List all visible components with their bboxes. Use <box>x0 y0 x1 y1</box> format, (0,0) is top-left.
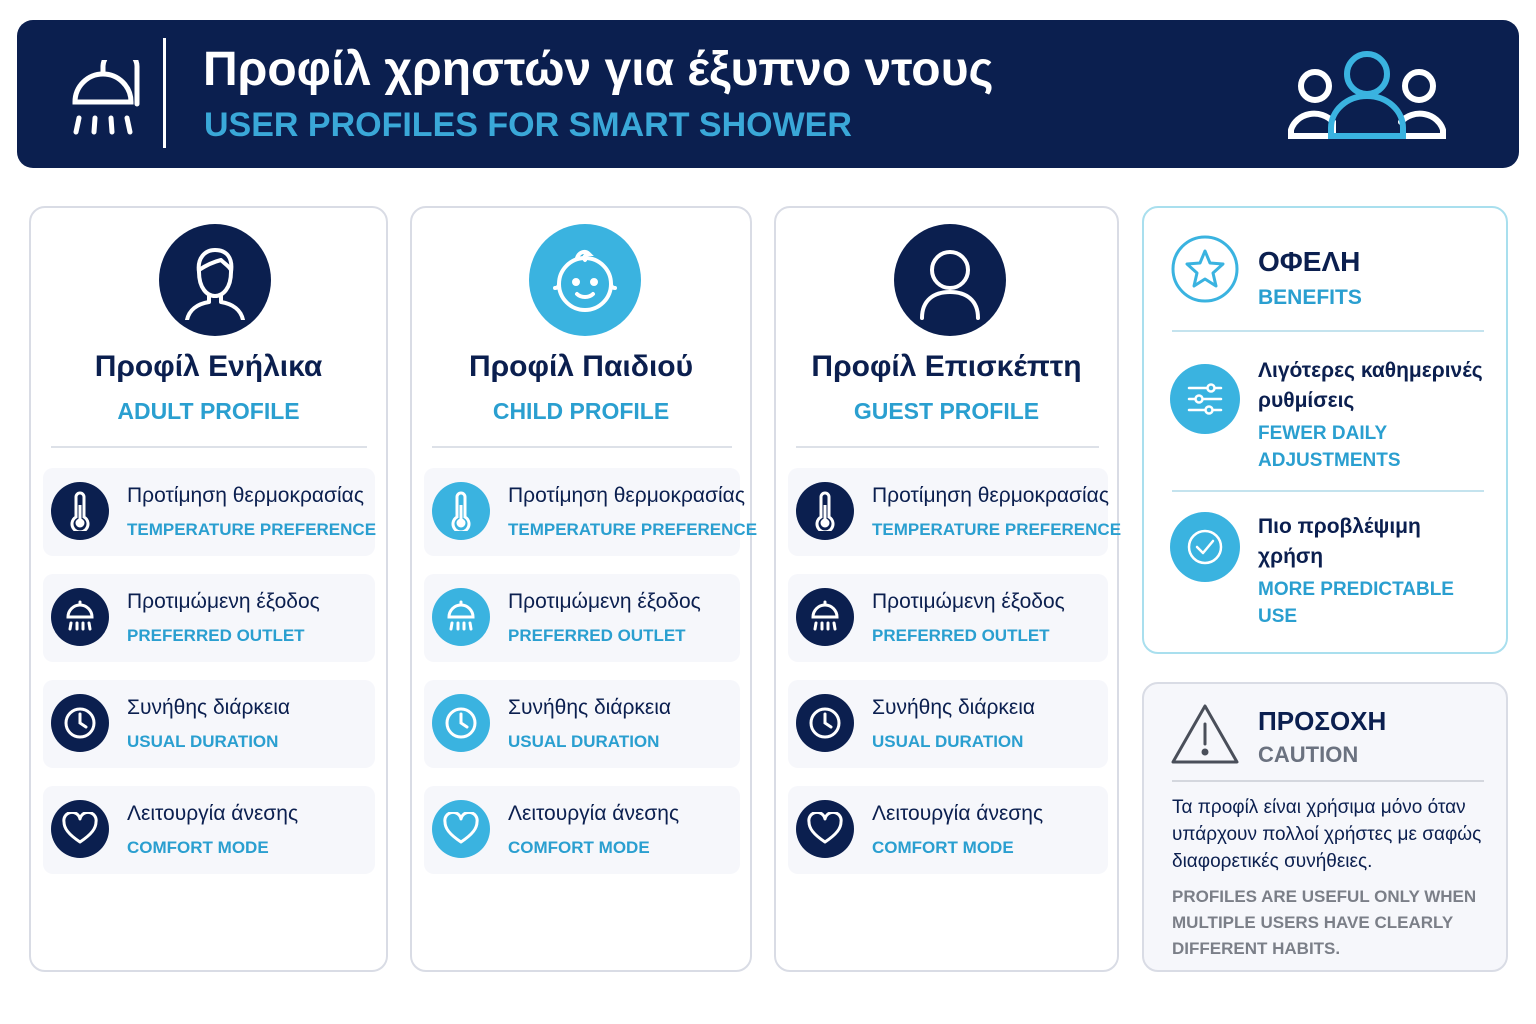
feature-duration <box>424 680 740 768</box>
profile-subtitle: ADULT PROFILE <box>117 398 300 424</box>
feature-label-en: USUAL DURATION <box>127 732 279 751</box>
feature-temperature <box>788 468 1122 556</box>
heart-icon <box>796 800 854 858</box>
profile-divider <box>51 446 367 448</box>
benefits-subtitle: BENEFITS <box>1258 286 1362 309</box>
feature-duration <box>43 680 375 768</box>
guest-avatar-icon <box>894 224 1006 336</box>
feature-outlet <box>788 574 1108 662</box>
feature-label-en: TEMPERATURE PREFERENCE <box>508 520 758 539</box>
shower-head-icon <box>51 588 109 646</box>
shower-head-icon <box>67 60 147 160</box>
profile-subtitle: CHILD PROFILE <box>492 398 670 424</box>
caution-subtitle: CAUTION <box>1258 742 1359 767</box>
feature-label: Λειτουργία άνεσης <box>872 802 1044 825</box>
page-title: Προφίλ χρηστών για έξυπνο ντους <box>203 43 994 96</box>
feature-label: Συνήθης διάρκεια <box>872 696 1036 719</box>
feature-label-en: COMFORT MODE <box>127 838 269 857</box>
clock-icon <box>796 694 854 752</box>
page-subtitle: USER PROFILES FOR SMART SHOWER <box>204 106 852 144</box>
child-avatar-icon <box>529 224 641 336</box>
check-circle-icon <box>1170 512 1240 582</box>
profile-divider <box>796 446 1099 448</box>
feature-duration <box>788 680 1108 768</box>
caution-title: ΠΡΟΣΟΧΗ <box>1258 706 1387 736</box>
caution-text: Τα προφίλ είναι χρήσιμα μόνο όταν υπάρχουν πολλοί χρήστες με σαφώς διαφορετικές συνήθειες. <box>1172 797 1482 872</box>
feature-label-en: TEMPERATURE PREFERENCE <box>872 520 1122 539</box>
benefit-label-en: FEWER DAILY ADJUSTMENTS <box>1258 423 1401 471</box>
profile-title: Προφίλ Επισκέπτη <box>811 350 1082 383</box>
feature-label: Προτιμώμενη έξοδος <box>872 590 1065 613</box>
shower-head-icon <box>796 588 854 646</box>
clock-icon <box>432 694 490 752</box>
feature-temperature <box>43 468 375 556</box>
benefits-divider <box>1172 490 1484 492</box>
feature-label-en: PREFERRED OUTLET <box>872 626 1050 645</box>
feature-label-en: USUAL DURATION <box>872 732 1024 751</box>
feature-comfort <box>43 786 375 874</box>
feature-label-en: USUAL DURATION <box>508 732 660 751</box>
adult-avatar-icon <box>159 224 271 336</box>
caution-divider <box>1172 780 1484 782</box>
profile-card-guest <box>774 206 1122 972</box>
thermometer-icon <box>51 482 109 540</box>
feature-comfort <box>424 786 740 874</box>
thermometer-icon <box>796 482 854 540</box>
profile-title: Προφίλ Παιδιού <box>468 350 694 383</box>
profile-card-adult <box>29 206 388 972</box>
feature-outlet <box>43 574 375 662</box>
feature-label-en: COMFORT MODE <box>508 838 650 857</box>
feature-label: Προτίμηση θερμοκρασίας <box>508 484 745 507</box>
feature-label-en: PREFERRED OUTLET <box>127 626 305 645</box>
clock-icon <box>51 694 109 752</box>
feature-label: Συνήθης διάρκεια <box>127 696 291 719</box>
profile-subtitle: GUEST PROFILE <box>853 398 1040 424</box>
feature-label: Προτίμηση θερμοκρασίας <box>872 484 1109 507</box>
benefits-divider <box>1172 330 1484 332</box>
feature-label: Λειτουργία άνεσης <box>127 802 299 825</box>
feature-label: Λειτουργία άνεσης <box>508 802 680 825</box>
feature-temperature <box>424 468 758 556</box>
benefits-panel <box>1142 206 1508 654</box>
caution-text-en: PROFILES ARE USEFUL ONLY WHEN MULTIPLE USERS HAVE CLEARLY DIFFERENT HABITS. <box>1172 887 1477 958</box>
feature-label: Προτίμηση θερμοκρασίας <box>127 484 364 507</box>
feature-label: Προτιμώμενη έξοδος <box>127 590 320 613</box>
feature-label: Προτιμώμενη έξοδος <box>508 590 701 613</box>
benefit-label: Λιγότερες καθημερινές ρυθμίσεις <box>1258 359 1483 412</box>
heart-icon <box>51 800 109 858</box>
benefit-label-en: MORE PREDICTABLE USE <box>1258 579 1454 627</box>
feature-label-en: PREFERRED OUTLET <box>508 626 686 645</box>
sliders-icon <box>1170 364 1240 434</box>
profile-card-child <box>410 206 758 972</box>
profile-divider <box>432 446 732 448</box>
profile-title: Προφίλ Ενήλικα <box>94 350 323 383</box>
feature-outlet <box>424 574 740 662</box>
header-divider <box>163 38 166 148</box>
feature-label: Συνήθης διάρκεια <box>508 696 672 719</box>
benefits-title: ΟΦΕΛΗ <box>1258 246 1361 277</box>
warning-icon <box>1170 702 1240 766</box>
heart-icon <box>432 800 490 858</box>
caution-panel <box>1142 682 1508 972</box>
thermometer-icon <box>432 482 490 540</box>
header-banner <box>17 20 1519 168</box>
shower-head-icon <box>432 588 490 646</box>
feature-comfort <box>788 786 1108 874</box>
users-group-icon <box>1287 48 1447 140</box>
star-icon <box>1170 234 1240 304</box>
feature-label-en: COMFORT MODE <box>872 838 1014 857</box>
feature-label-en: TEMPERATURE PREFERENCE <box>127 520 377 539</box>
benefit-label: Πιο προβλέψιμη χρήση <box>1258 515 1421 568</box>
